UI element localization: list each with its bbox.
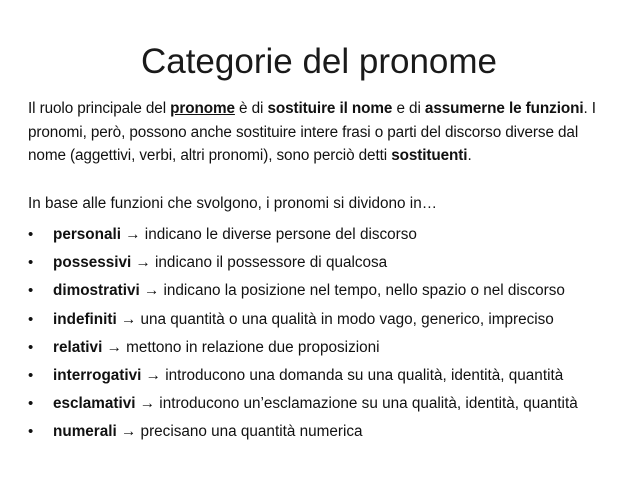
category-term: esclamativi [53,395,136,413]
list-item [28,221,628,249]
intro-text: e di [392,100,425,117]
list-item [28,306,628,334]
intro-text: . [467,147,472,164]
intro-keyword-sostituire: sostituire il nome [267,100,393,117]
list-item [28,362,628,390]
category-term: dimostrativi [53,282,140,300]
bullet-icon: • [28,366,34,384]
category-term: numerali [53,423,117,441]
list-item [28,390,628,418]
bullet-icon: • [28,310,34,328]
intro-keyword-funzioni: assumerne le funzioni [424,100,584,117]
category-description: → introducono una domanda su una qualità, identità, quantità [141,366,564,384]
bullet-icon: • [28,282,34,300]
category-description: → indicano il possessore di qualcosa [131,254,388,272]
category-term: indefiniti [53,310,117,328]
lead-sentence: In base alle funzioni che svolgono, i pronomi si dividono in… [28,195,438,212]
list-item [28,334,628,362]
list-item [28,277,628,305]
intro-paragraph [28,97,618,168]
category-term: relativi [53,338,103,356]
intro-keyword-pronome: pronome [170,100,235,117]
category-term: possessivi [53,254,132,272]
category-description: → indicano la posizione nel tempo, nello spazio o nel discorso [139,282,565,300]
category-description: → una quantità o una qualità in modo vago, generico, impreciso [116,310,554,328]
bullet-icon: • [28,423,34,441]
category-list [28,221,628,447]
intro-text: . I pronomi, però, possono anche sostituire intere frasi o parti del discorso diverse dal nome (aggettivi, verbi, altri pronomi), sono perciò detti [28,100,596,164]
bullet-icon: • [28,338,34,356]
intro-text: Il ruolo principale del [28,100,171,117]
category-term: personali [53,226,122,243]
category-description: → precisano una quantità numerica [116,423,363,441]
bullet-icon: • [28,254,34,272]
list-item [28,418,628,446]
bullet-icon: • [28,226,34,243]
slide-title: Categorie del pronome [140,42,498,81]
list-item [28,249,628,277]
category-description: → mettono in relazione due proposizioni [102,338,380,356]
category-description: → introducono un’esclamazione su una qualità, identità, quantità [135,395,578,413]
intro-text: è di [234,100,268,117]
category-term: interrogativi [53,366,142,384]
category-description: → indicano le diverse persone del discorso [121,226,417,243]
intro-keyword-sostituenti: sostituenti [391,147,468,164]
bullet-icon: • [28,395,34,413]
